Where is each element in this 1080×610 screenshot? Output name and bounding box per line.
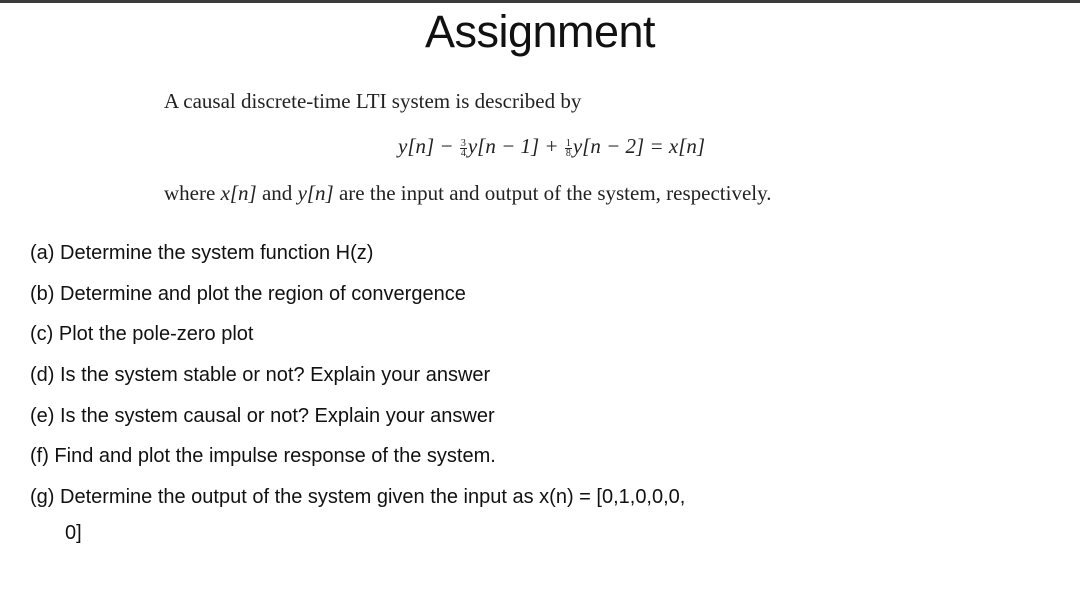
coefficient-one-eighth: $\frac{1}{8}$	[565, 137, 571, 159]
variable-definition: where x[n] and y[n] are the input and output of the system, respectively.	[164, 181, 772, 205]
question-e: (e) Is the system causal or not? Explain your answer	[30, 404, 495, 427]
coefficient-three-quarters: $\frac{3}{4}$	[460, 137, 466, 159]
equation-term-1: y[n] −	[398, 134, 459, 158]
problem-intro: A causal discrete-time LTI system is described by	[164, 89, 582, 113]
question-b: (b) Determine and plot the region of convergence	[30, 282, 466, 305]
equation-term-3: y[n − 2] = x[n]	[572, 134, 706, 158]
difference-equation	[398, 134, 705, 159]
top-border-line	[0, 0, 1080, 3]
question-g-continuation: 0]	[65, 522, 82, 544]
question-a: (a) Determine the system function H(z)	[30, 242, 374, 264]
question-f: (f) Find and plot the impulse response of the system.	[30, 445, 496, 468]
input-signal-symbol: x[n]	[220, 181, 257, 205]
output-signal-symbol: y[n]	[297, 181, 334, 205]
page-title: Assignment	[424, 6, 656, 57]
question-list	[30, 238, 685, 523]
question-d: (d) Is the system stable or not? Explain your answer	[30, 364, 491, 387]
question-c: (c) Plot the pole-zero plot	[30, 323, 254, 346]
question-g: (g) Determine the output of the system given the input as x(n) = [0,1,0,0,0,	[30, 486, 686, 509]
equation-term-2: y[n − 1] +	[467, 134, 564, 158]
